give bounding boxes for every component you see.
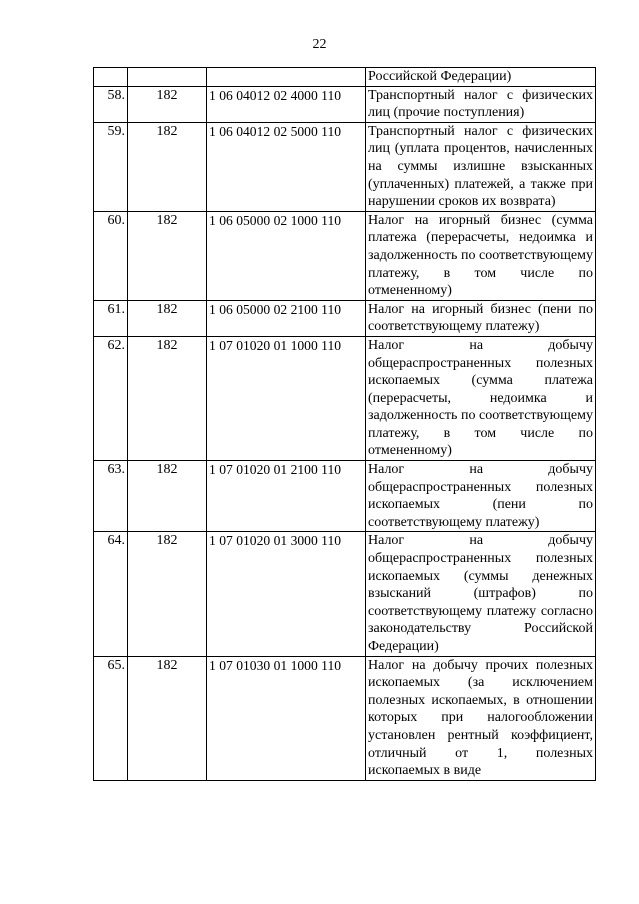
budget-code-cell: 1 06 05000 02 1000 110: [207, 211, 366, 300]
row-number-cell: 63.: [94, 461, 128, 532]
table-row: [94, 300, 596, 336]
description-cell: Налог на добычу прочих полезных ископаемых (за исключением полезных ископаемых, в отношении которых при налогообложении установлен рентный коэффициент, отличный от 1, полезных ископаемых в виде: [366, 656, 596, 780]
description-cell: Налог на добычу общераспространенных полезных ископаемых (суммы денежных взысканий (штрафов) по соответствующему платежу согласно законодательству Российской Федерации): [366, 532, 596, 656]
budget-code-cell: 1 06 05000 02 2100 110: [207, 300, 366, 336]
description-cell: Налог на игорный бизнес (сумма платежа (перерасчеты, недоимка и задолженность по соответствующему платежу, в том числе по отмененному): [366, 211, 596, 300]
table-row: [94, 336, 596, 460]
description-cell: Транспортный налог с физических лиц (уплата процентов, начисленных на суммы излишне взысканных (уплаченных) платежей, а также при нарушении сроков их возврата): [366, 122, 596, 211]
table-row: [94, 461, 596, 532]
admin-code-cell: [128, 68, 207, 87]
table-row: [94, 68, 596, 87]
description-cell: Транспортный налог с физических лиц (прочие поступления): [366, 86, 596, 122]
admin-code-cell: 182: [128, 532, 207, 656]
description-cell: Налог на игорный бизнес (пени по соответствующему платежу): [366, 300, 596, 336]
description-cell: Налог на добычу общераспространенных полезных ископаемых (сумма платежа (перерасчеты, недоимка и задолженность по соответствующему платежу, в том числе по отмененному): [366, 336, 596, 460]
table-row: [94, 211, 596, 300]
budget-code-cell: [207, 68, 366, 87]
table-row: [94, 122, 596, 211]
row-number-cell: 58.: [94, 86, 128, 122]
admin-code-cell: 182: [128, 211, 207, 300]
admin-code-cell: 182: [128, 461, 207, 532]
row-number-cell: [94, 68, 128, 87]
row-number-cell: 62.: [94, 336, 128, 460]
table-row: [94, 532, 596, 656]
admin-code-cell: 182: [128, 300, 207, 336]
row-number-cell: 64.: [94, 532, 128, 656]
admin-code-cell: 182: [128, 656, 207, 780]
budget-code-cell: 1 06 04012 02 5000 110: [207, 122, 366, 211]
description-cell: Налог на добычу общераспространенных полезных ископаемых (пени по соответствующему платежу): [366, 461, 596, 532]
revenue-codes-table: [93, 67, 596, 781]
budget-code-cell: 1 07 01020 01 3000 110: [207, 532, 366, 656]
budget-code-cell: 1 07 01020 01 2100 110: [207, 461, 366, 532]
row-number-cell: 61.: [94, 300, 128, 336]
admin-code-cell: 182: [128, 122, 207, 211]
row-number-cell: 60.: [94, 211, 128, 300]
table-row: [94, 86, 596, 122]
row-number-cell: 59.: [94, 122, 128, 211]
row-number-cell: 65.: [94, 656, 128, 780]
description-cell: Российской Федерации): [366, 68, 596, 87]
admin-code-cell: 182: [128, 86, 207, 122]
budget-code-cell: 1 07 01030 01 1000 110: [207, 656, 366, 780]
budget-code-cell: 1 06 04012 02 4000 110: [207, 86, 366, 122]
page-number: 22: [312, 37, 327, 52]
table-row: [94, 656, 596, 780]
admin-code-cell: 182: [128, 336, 207, 460]
budget-code-cell: 1 07 01020 01 1000 110: [207, 336, 366, 460]
